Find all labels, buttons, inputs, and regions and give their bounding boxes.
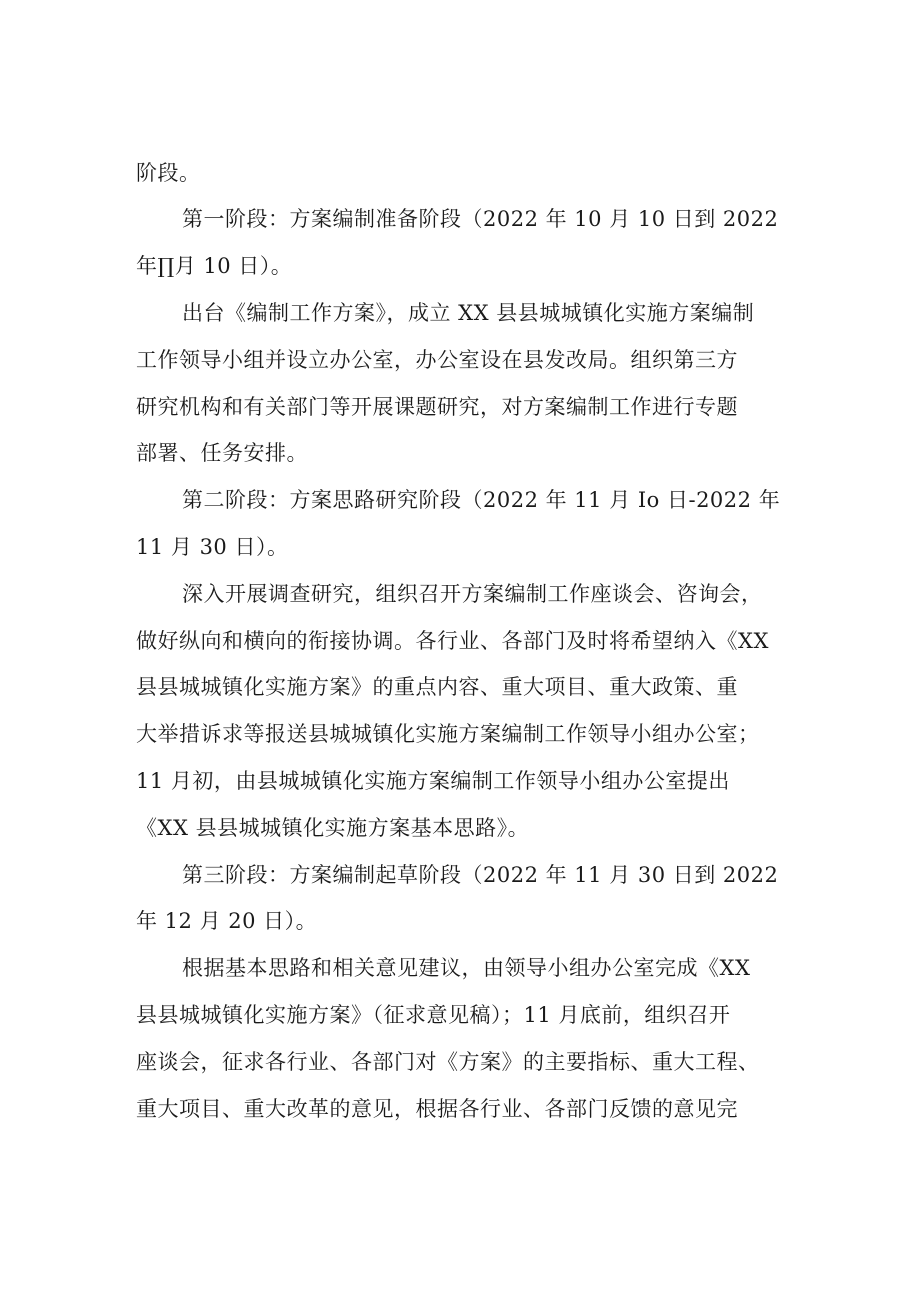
- text-line-2: 第一阶段：方案编制准备阶段（2022 年 10 月 10 日到 2022: [182, 207, 779, 231]
- text-line-7: 部署、任务安排。: [136, 441, 308, 465]
- text-line-4: 出台《编制工作方案》，成立 XX 县县城城镇化实施方案编制: [182, 301, 755, 325]
- text-line-12: 县县城城镇化实施方案》的重点内容、重大项目、重大政策、重: [136, 675, 738, 699]
- text-line-5: 工作领导小组并设立办公室，办公室设在县发改局。组织第三方: [136, 348, 738, 372]
- text-line-13: 大举措诉求等报送县城城镇化实施方案编制工作领导小组办公室；: [136, 722, 760, 746]
- text-line-11: 做好纵向和横向的衔接协调。各行业、各部门及时将希望纳入《XX: [136, 629, 769, 653]
- text-line-8: 第二阶段：方案思路研究阶段（2022 年 11 月 Io 日-2022 年: [182, 488, 781, 512]
- text-line-21: 重大项目、重大改革的意见，根据各行业、各部门反馈的意见完: [136, 1097, 738, 1121]
- text-line-1: 阶段。: [136, 161, 201, 185]
- text-line-18: 根据基本思路和相关意见建议，由领导小组办公室完成《XX: [182, 956, 751, 980]
- text-line-14: 11 月初，由县城城镇化实施方案编制工作领导小组办公室提出: [136, 769, 730, 793]
- text-line-9: 11 月 30 日）。: [136, 535, 289, 559]
- text-line-3: 年∏月 10 日）。: [136, 254, 293, 278]
- text-line-16: 第三阶段：方案编制起草阶段（2022 年 11 月 30 日到 2022: [182, 863, 779, 887]
- text-line-10: 深入开展调查研究，组织召开方案编制工作座谈会、咨询会，: [182, 582, 763, 606]
- text-line-17: 年 12 月 20 日）。: [136, 909, 318, 933]
- text-line-6: 研究机构和有关部门等开展课题研究，对方案编制工作进行专题: [136, 395, 738, 419]
- text-line-15: 《XX 县县城城镇化实施方案基本思路》。: [136, 816, 530, 840]
- text-line-19: 县县城城镇化实施方案》（征求意见稿）；11 月底前，组织召开: [136, 1003, 731, 1027]
- text-line-20: 座谈会，征求各行业、各部门对《方案》的主要指标、重大工程、: [136, 1050, 760, 1074]
